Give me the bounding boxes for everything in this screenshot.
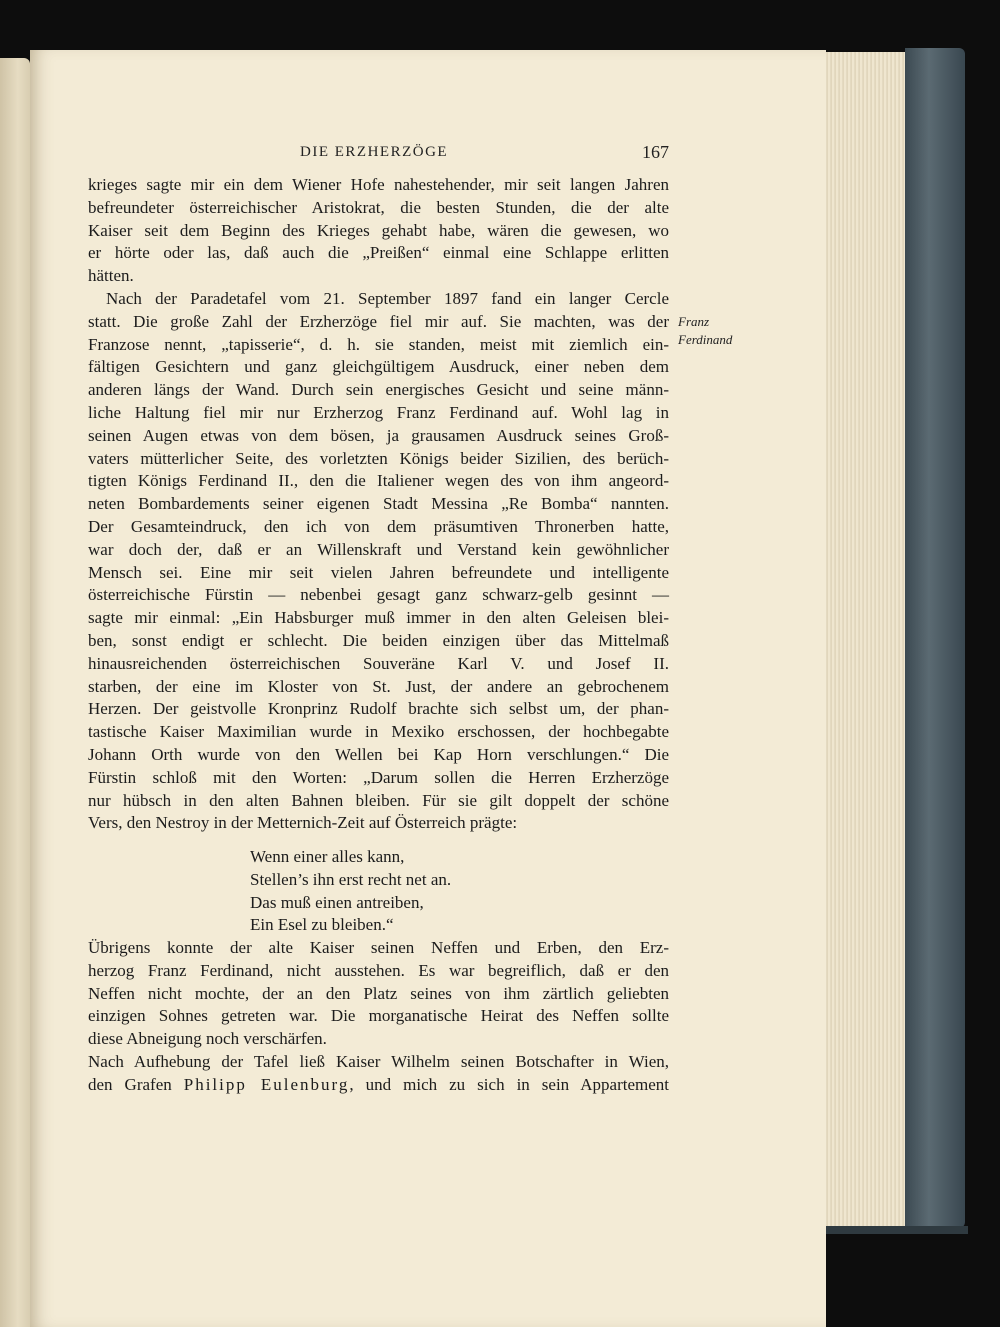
text-line: herzog Franz Ferdinand, nicht ausstehen. Es war begreiflich, daß er den xyxy=(88,960,669,980)
text-line: Vers, den Nestroy in der Metternich-Zeit auf Österreich prägte: xyxy=(88,813,518,833)
text-line: anderen längs der Wand. Durch sein energisches Gesicht und seine männ- xyxy=(88,380,669,400)
text-line: Herzen. Der geistvolle Kronprinz Rudolf brachte sich selbst um, der phan- xyxy=(88,699,669,719)
text-fragment: den Grafen xyxy=(88,1074,184,1094)
text-line: österreichische Fürstin — nebenbei gesagt ganz schwarz-gelb gesinnt — xyxy=(88,585,669,605)
text-line: neten Bombardements seiner eigenen Stadt Messina „Re Bomba“ nannten. xyxy=(88,494,669,514)
text-line: Der Gesamteindruck, den ich von dem präsumtiven Thronerben hatte, xyxy=(88,516,669,536)
text-line: Johann Orth wurde von den Wellen bei Kap Horn verschlungen.“ Die xyxy=(88,744,669,764)
margin-note-line: Ferdinand xyxy=(678,332,733,347)
verse-line: Ein Esel zu bleiben.“ xyxy=(250,915,394,935)
text-line: befreundeter österreichischer Aristokrat, die besten Stunden, die der alte xyxy=(88,197,669,217)
text-line: sagte mir einmal: „Ein Habsburger muß immer in den alten Geleisen blei- xyxy=(88,608,669,628)
cover-bottom-edge xyxy=(808,1226,968,1234)
text-line: einzigen Sohnes getreten war. Die morganatische Heirat des Neffen sollte xyxy=(88,1006,669,1026)
text-line: Übrigens konnte der alte Kaiser seinen Neffen und Erben, den Erz- xyxy=(88,938,669,957)
text-line: Nach der Paradetafel vom 21. September 1897 fand ein langer Cercle xyxy=(106,288,669,308)
text-line: Franzose nennt, „tapisserie“, d. h. sie standen, meist mit ziemlich ein- xyxy=(88,334,669,354)
text-line: Neffen nicht mochte, der an den Platz seines von ihm zärtlich geliebten xyxy=(88,983,669,1003)
text-line: vaters mütterlicher Seite, des vorletzten Königs beider Sizilien, des berüch- xyxy=(88,448,669,468)
text-line: nur hübsch in den alten Bahnen bleiben. Für sie gilt doppelt der schöne xyxy=(88,790,669,810)
verse-quote xyxy=(250,846,451,937)
text-line: hinausreichenden österreichischen Souveräne Karl V. und Josef II. xyxy=(88,653,669,673)
verse-line: Stellen’s ihn erst recht net an. xyxy=(250,869,452,889)
text-line: er hörte oder las, daß auch die „Preißen“ einmal eine Schlappe erlitten xyxy=(88,243,669,263)
verse-line: Wenn einer alles kann, xyxy=(250,847,405,866)
page-number: 167 xyxy=(642,142,669,162)
text-line: tastische Kaiser Maximilian wurde in Mexiko erschossen, der hochbegabte xyxy=(88,722,669,742)
text-line: hätten. xyxy=(88,266,134,286)
text-line: statt. Die große Zahl der Erzherzöge fiel mir auf. Sie machten, was der xyxy=(88,311,669,331)
margin-note-line: Franz xyxy=(678,314,710,329)
book-cover-edge xyxy=(905,48,965,1228)
text-line: Kaiser seit dem Beginn des Krieges gehabt habe, wären die gewesen, wo xyxy=(88,220,669,240)
text-line: seinen Augen etwas von dem bösen, ja grausamen Ausdruck seines Groß- xyxy=(88,425,669,445)
text-line: Mensch sei. Eine mir seit vielen Jahren befreundete und intelligente xyxy=(88,562,669,582)
text-line: Nach Aufhebung der Tafel ließ Kaiser Wilhelm seinen Botschafter in Wien, xyxy=(88,1051,669,1071)
verse-line: Das muß einen antreiben, xyxy=(250,892,424,912)
text-line xyxy=(88,1074,669,1097)
text-line: starben, der eine im Kloster von St. Just, der andere an gebrochenem xyxy=(88,676,669,696)
text-line: ben, sonst endigt er schlecht. Die beiden einzigen über das Mittelmaß xyxy=(88,630,669,650)
text-line: liche Haltung fiel mir nur Erzherzog Franz Ferdinand auf. Wohl lag in xyxy=(88,402,669,422)
text-fragment: , und mich zu sich in sein Appartement xyxy=(349,1074,669,1094)
text-line: diese Abneigung noch verschärfen. xyxy=(88,1029,327,1049)
spaced-name: Philipp Eulenburg xyxy=(183,1074,350,1094)
text-line: Fürstin schloß mit den Worten: „Darum sollen die Herren Erzherzöge xyxy=(88,767,669,787)
left-page-edge xyxy=(0,58,30,1327)
text-line: krieges sagte mir ein dem Wiener Hofe nahestehender, mir seit langen Jahren xyxy=(88,175,669,194)
body-text xyxy=(88,174,669,835)
text-line: tigten Königs Ferdinand II., den die Italiener wegen des von ihm angeord- xyxy=(88,471,669,491)
text-line: war doch der, daß er an Willenskraft und Verstand kein gewöhnlicher xyxy=(88,539,669,559)
running-title: DIE ERZHERZÖGE xyxy=(300,144,449,160)
margin-note xyxy=(678,313,732,349)
body-text xyxy=(88,937,669,1097)
text-line: fältigen Gesichtern und ganz gleichgültigem Ausdruck, einer neben dem xyxy=(88,357,669,377)
